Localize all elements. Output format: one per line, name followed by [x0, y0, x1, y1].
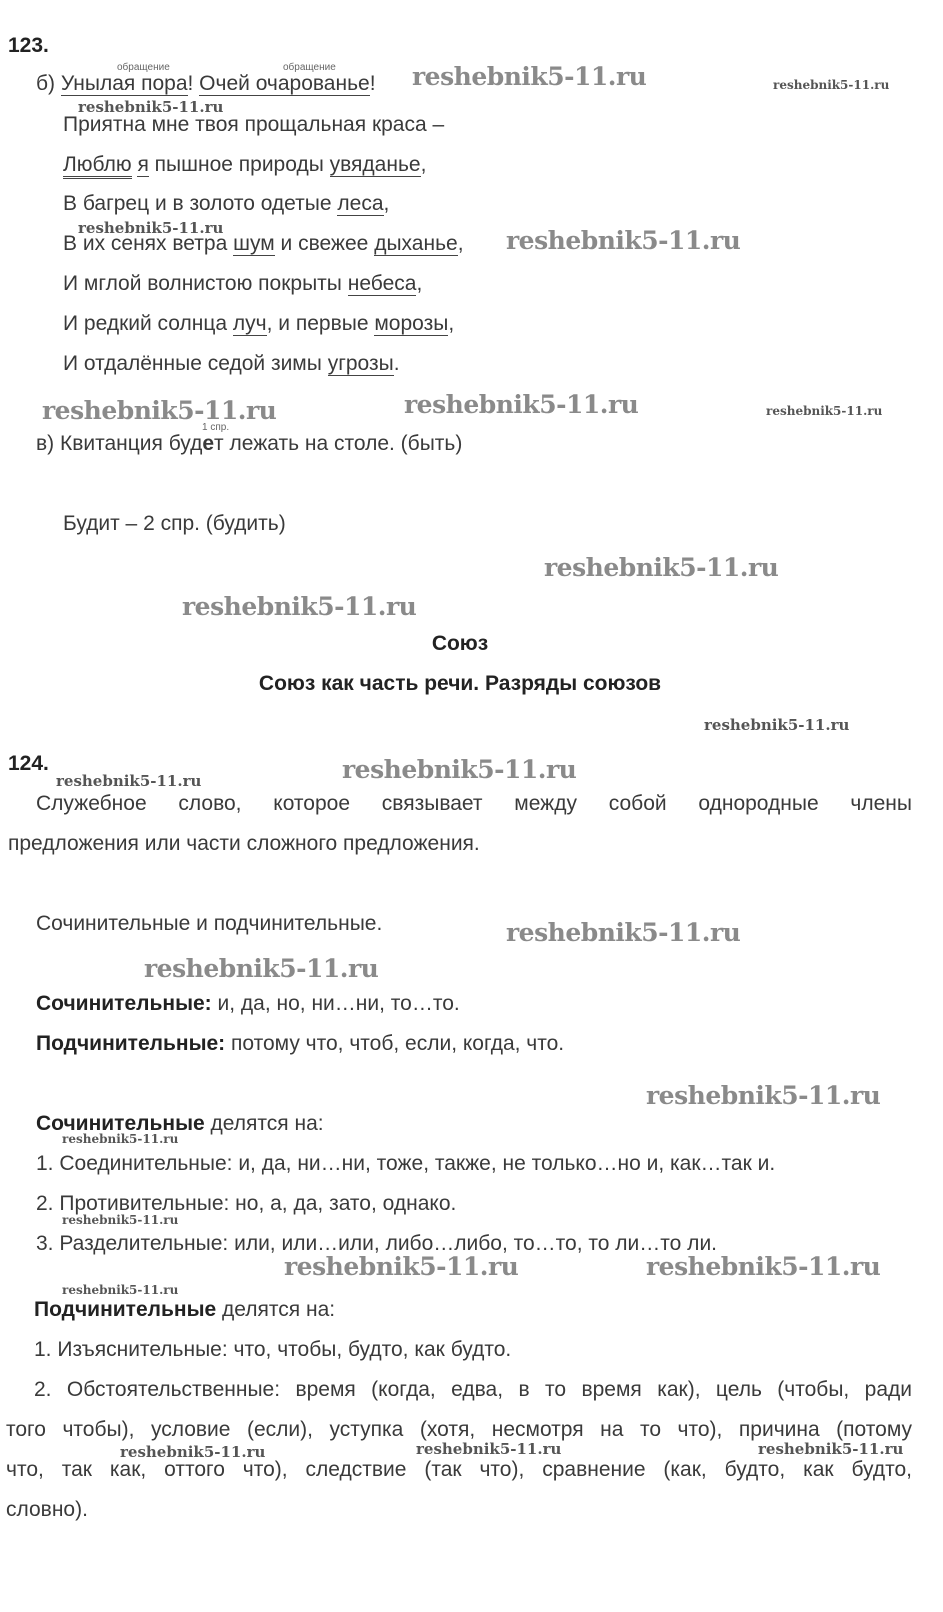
- watermark-logo: reshebnik5-11.ru: [412, 62, 647, 91]
- subordinating-type-2-line-4: словно).: [6, 1498, 88, 1521]
- watermark-logo: reshebnik5-11.ru: [646, 1081, 881, 1110]
- label-obrashchenie-2: обращение: [283, 62, 336, 73]
- poem-line-5-c: и свежее: [274, 232, 375, 255]
- watermark-logo: reshebnik5-11.ru: [646, 1252, 881, 1281]
- poem-line-6-end: ,: [416, 272, 423, 295]
- line-b-prefix: б): [36, 72, 61, 95]
- exercise-number-124: 124.: [8, 752, 49, 775]
- subordinating-division-label: Подчинительные: [34, 1298, 217, 1321]
- poem-line-3-mid: пышное природы: [148, 153, 330, 176]
- poem-line-7-a: И редкий солнца: [63, 312, 233, 335]
- watermark-logo: reshebnik5-11.ru: [62, 1213, 179, 1227]
- coordinating-type-3: 3. Разделительные: или, или…или, либо…либо, то…то, то ли…то ли.: [36, 1232, 718, 1255]
- watermark-logo: reshebnik5-11.ru: [120, 1443, 266, 1461]
- word-shum: шум: [233, 232, 275, 255]
- subordinating-examples: [36, 1032, 564, 1056]
- poem-line-4-a: В багрец и в золото одетые: [63, 192, 338, 215]
- poem-line-8: [63, 352, 400, 376]
- subordinating-list: потому что, чтоб, если, когда, что.: [225, 1032, 565, 1055]
- conjunction-types: Сочинительные и подчинительные.: [36, 912, 383, 935]
- address-1: Унылая пора: [60, 72, 188, 95]
- watermark-logo: reshebnik5-11.ru: [758, 1440, 904, 1458]
- subordinating-division-text: делятся на:: [216, 1298, 336, 1321]
- watermark-logo: reshebnik5-11.ru: [404, 390, 639, 419]
- line-b: [36, 72, 376, 96]
- poem-line-3: [63, 153, 426, 177]
- watermark-logo: reshebnik5-11.ru: [182, 592, 417, 621]
- watermark-logo: reshebnik5-11.ru: [342, 755, 577, 784]
- watermark-logo: reshebnik5-11.ru: [506, 918, 741, 947]
- watermark-logo: reshebnik5-11.ru: [766, 404, 883, 418]
- address-2: Очей очарованье: [199, 72, 370, 95]
- watermark-logo: reshebnik5-11.ru: [78, 98, 224, 116]
- definition-line-1: Служебное слово, которое связывает между собой однородные члены: [36, 792, 912, 815]
- watermark-logo: reshebnik5-11.ru: [144, 954, 379, 983]
- poem-line-6: [63, 272, 422, 296]
- watermark-logo: reshebnik5-11.ru: [62, 1283, 179, 1297]
- watermark-logo: reshebnik5-11.ru: [704, 716, 850, 734]
- coordinating-examples: [36, 992, 460, 1016]
- poem-line-8-end: .: [393, 352, 400, 375]
- watermark-logo: reshebnik5-11.ru: [62, 1132, 179, 1146]
- poem-line-7-end: ,: [448, 312, 455, 335]
- definition-line-2: предложения или части сложного предложения.: [8, 832, 480, 855]
- subordinating-type-2-line-3: что, так как, оттого что), следствие (так что), сравнение (как, будто, как будто,: [6, 1458, 912, 1481]
- watermark-logo: reshebnik5-11.ru: [416, 1440, 562, 1458]
- poem-line-6-a: И мглой волнистою покрыты: [63, 272, 348, 295]
- watermark-logo: reshebnik5-11.ru: [284, 1252, 519, 1281]
- subject-ya: я: [137, 153, 149, 176]
- poem-line-3-end: ,: [420, 153, 427, 176]
- watermark-logo: reshebnik5-11.ru: [544, 553, 779, 582]
- section-subtitle: Союз как часть речи. Разряды союзов: [258, 672, 662, 695]
- word-uvyadanie: увяданье: [329, 153, 421, 176]
- coordinating-list: и, да, но, ни…ни, то…то.: [211, 992, 460, 1015]
- line-v-vowel: е: [202, 432, 215, 455]
- coordinating-division-label: Сочинительные: [36, 1112, 205, 1135]
- poem-line-5-a: В их сенях ветра: [63, 232, 234, 255]
- word-dykhanie: дыханье: [374, 232, 458, 255]
- poem-line-4: [63, 192, 389, 216]
- word-nebesa: небеса: [347, 272, 417, 295]
- section-title: Союз: [431, 632, 489, 655]
- line-budit: Будит – 2 спр. (будить): [63, 512, 286, 535]
- label-1-spr: 1 спр.: [202, 422, 230, 433]
- word-lesa: леса: [337, 192, 384, 215]
- watermark-logo: reshebnik5-11.ru: [56, 772, 202, 790]
- poem-line-7-c: , и первые: [266, 312, 375, 335]
- line-b-punct-1: !: [187, 72, 200, 95]
- coordinating-label: Сочинительные:: [36, 992, 212, 1015]
- coordinating-type-2: 2. Противительные: но, а, да, зато, однако.: [36, 1192, 457, 1215]
- word-ugrozy: угрозы: [327, 352, 394, 375]
- line-b-punct-2: !: [369, 72, 376, 95]
- exercise-number-123: 123.: [8, 34, 49, 57]
- poem-line-2: Приятна мне твоя прощальная краса –: [63, 113, 445, 136]
- coordinating-type-1: 1. Соединительные: и, да, ни…ни, тоже, также, не только…но и, как…так и.: [36, 1152, 776, 1175]
- line-v-c: т лежать на столе. (быть): [214, 432, 463, 455]
- subordinating-type-1: 1. Изъяснительные: что, чтобы, будто, как будто.: [34, 1338, 512, 1361]
- label-obrashchenie-1: обращение: [117, 62, 170, 73]
- coordinating-division-text: делятся на:: [204, 1112, 324, 1135]
- subordinating-type-2-line-2: того чтобы), условие (если), уступка (хотя, несмотря на то что), причина (потому: [6, 1418, 912, 1441]
- word-luch: луч: [232, 312, 267, 335]
- watermark-logo: reshebnik5-11.ru: [506, 226, 741, 255]
- subordinating-label: Подчинительные:: [36, 1032, 226, 1055]
- word-morozy: морозы: [374, 312, 449, 335]
- poem-line-7: [63, 312, 454, 336]
- line-v-a: в) Квитанция буд: [36, 432, 203, 455]
- subordinating-division-heading: [34, 1298, 335, 1322]
- watermark-logo: reshebnik5-11.ru: [78, 219, 224, 237]
- subordinating-type-2-line-1: 2. Обстоятельственные: время (когда, едва, в то время как), цель (чтобы, ради: [34, 1378, 912, 1401]
- watermark-logo: reshebnik5-11.ru: [773, 78, 890, 92]
- poem-line-4-end: ,: [383, 192, 390, 215]
- watermark-logo: reshebnik5-11.ru: [42, 396, 277, 425]
- predicate-lyublyu: Люблю: [63, 153, 132, 179]
- poem-line-8-a: И отдалённые седой зимы: [63, 352, 328, 375]
- poem-line-5-end: ,: [457, 232, 464, 255]
- line-v: [36, 432, 462, 456]
